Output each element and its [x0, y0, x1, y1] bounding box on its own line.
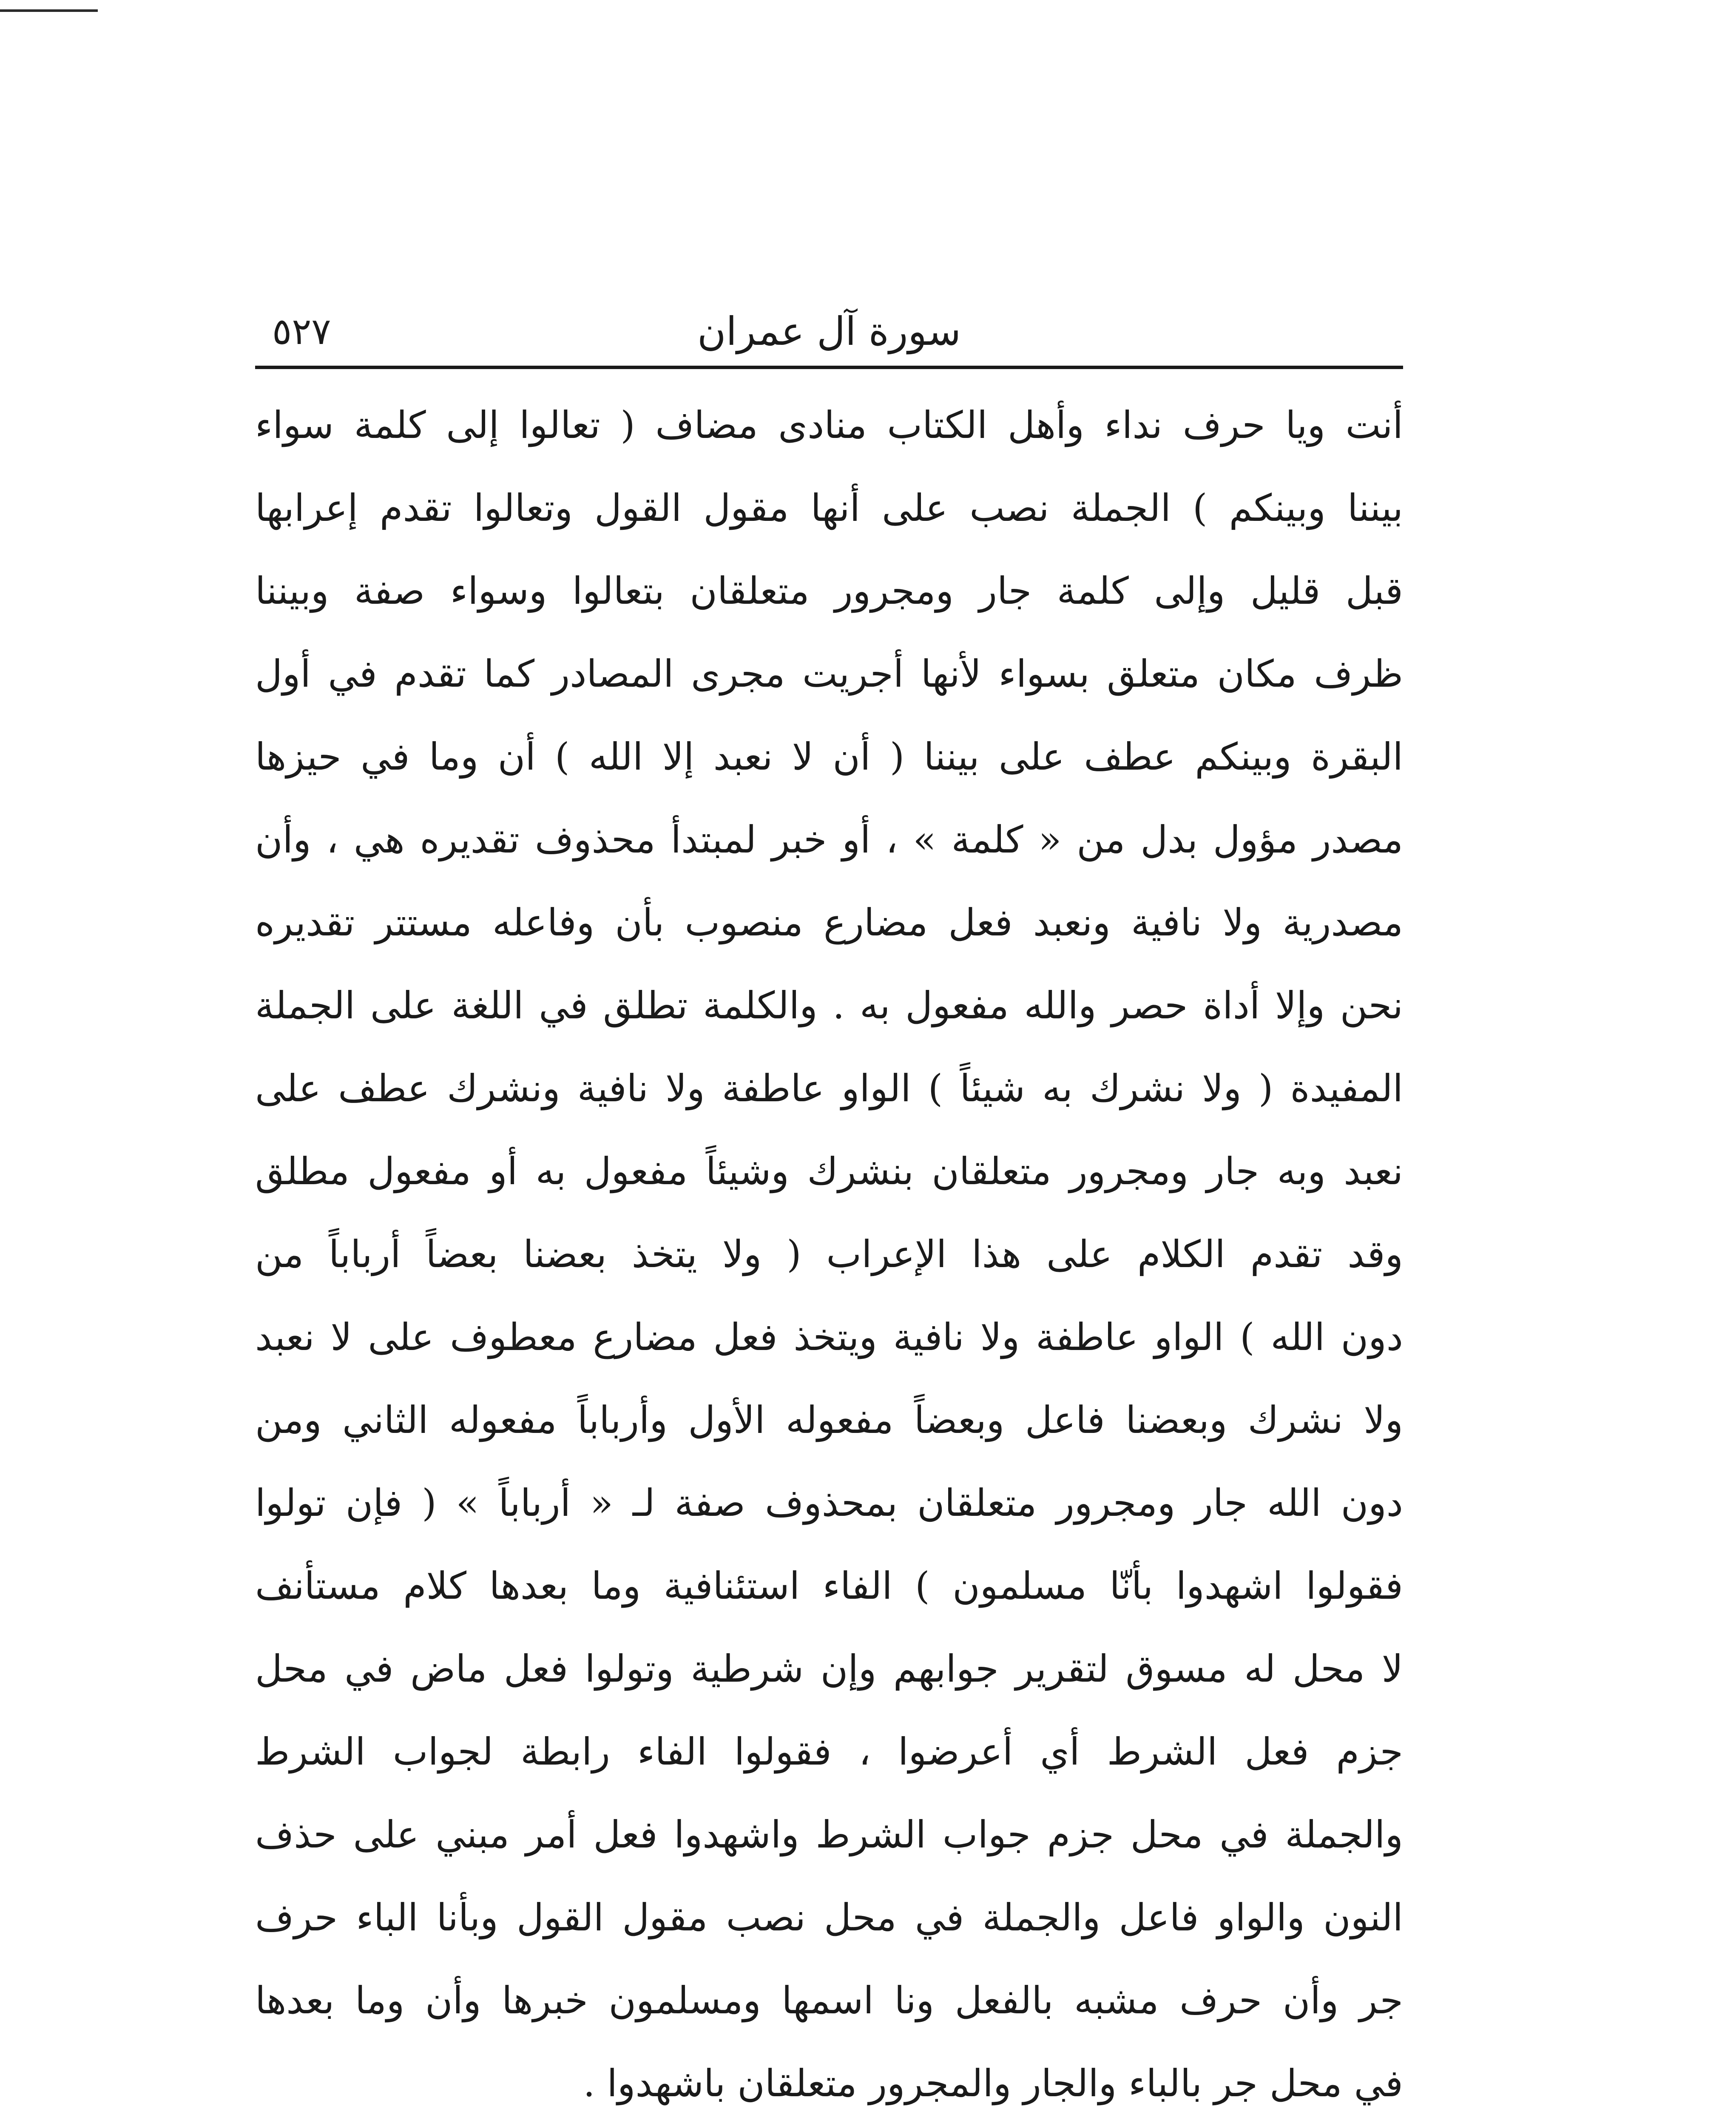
text-line: دون الله جار ومجرور متعلقان بمحذوف صفة لـ « أرباباً » ( فإن تولوا — [255, 1481, 1403, 1525]
text-line: وقد تقدم الكلام على هذا الإعراب ( ولا يتخذ بعضنا بعضاً أرباباً من — [255, 1232, 1403, 1276]
text-line: فقولوا اشهدوا بأنّا مسلمون ) الفاء استئنافية وما بعدها كلام مستأنف — [255, 1564, 1403, 1608]
text-line: أنت ويا حرف نداء وأهل الكتاب منادى مضاف ( تعالوا إلى كلمة سواء — [255, 403, 1403, 447]
text-line: جزم فعل الشرط أي أعرضوا ، فقولوا الفاء رابطة لجواب الشرط — [255, 1730, 1403, 1774]
running-title: سورة آل عمران — [697, 309, 961, 354]
text-line: المفيدة ( ولا نشرك به شيئاً ) الواو عاطفة ولا نافية ونشرك عطف على — [255, 1066, 1403, 1110]
scan-corner-mark — [0, 9, 98, 12]
text-line: جر وأن حرف مشبه بالفعل ونا اسمها ومسلمون خبرها وأن وما بعدها — [255, 1978, 1403, 2022]
text-line: ولا نشرك وبعضنا فاعل وبعضاً مفعوله الأول وأرباباً مفعوله الثاني ومن — [255, 1398, 1403, 1442]
header-rule — [255, 366, 1403, 369]
text-line: ظرف مكان متعلق بسواء لأنها أجريت مجرى المصادر كما تقدم في أول — [255, 652, 1403, 696]
text-line: لا محل له مسوق لتقرير جوابهم وإن شرطية وتولوا فعل ماض في محل — [255, 1647, 1403, 1691]
text-line: بيننا وبينكم ) الجملة نصب على أنها مقول القول وتعالوا تقدم إعرابها — [255, 486, 1403, 530]
text-line: دون الله ) الواو عاطفة ولا نافية ويتخذ فعل مضارع معطوف على لا نعبد — [255, 1315, 1403, 1359]
text-line: مصدرية ولا نافية ونعبد فعل مضارع منصوب بأن وفاعله مستتر تقديره — [255, 901, 1403, 944]
text-line: البقرة وبينكم عطف على بيننا ( أن لا نعبد إلا الله ) أن وما في حيزها — [255, 735, 1403, 779]
text-line: نعبد وبه جار ومجرور متعلقان بنشرك وشيئاً مفعول به أو مفعول مطلق — [255, 1149, 1403, 1193]
text-line: في محل جر بالباء والجار والمجرور متعلقان باشهدوا . — [583, 2061, 1403, 2105]
body-text — [255, 384, 1403, 2125]
text-line: نحن وإلا أداة حصر والله مفعول به . والكلمة تطلق في اللغة على الجملة — [255, 983, 1403, 1027]
page-number: ٥٢٧ — [272, 310, 331, 353]
text-line: النون والواو فاعل والجملة في محل نصب مقول القول وبأنا الباء حرف — [255, 1896, 1403, 1939]
text-line: قبل قليل وإلى كلمة جار ومجرور متعلقان بتعالوا وسواء صفة وبيننا — [255, 569, 1403, 613]
text-line: والجملة في محل جزم جواب الشرط واشهدوا فعل أمر مبني على حذف — [255, 1813, 1403, 1856]
running-head — [255, 306, 1403, 357]
text-line: مصدر مؤول بدل من « كلمة » ، أو خبر لمبتدأ محذوف تقديره هي ، وأن — [255, 818, 1403, 861]
page — [255, 306, 1403, 2126]
